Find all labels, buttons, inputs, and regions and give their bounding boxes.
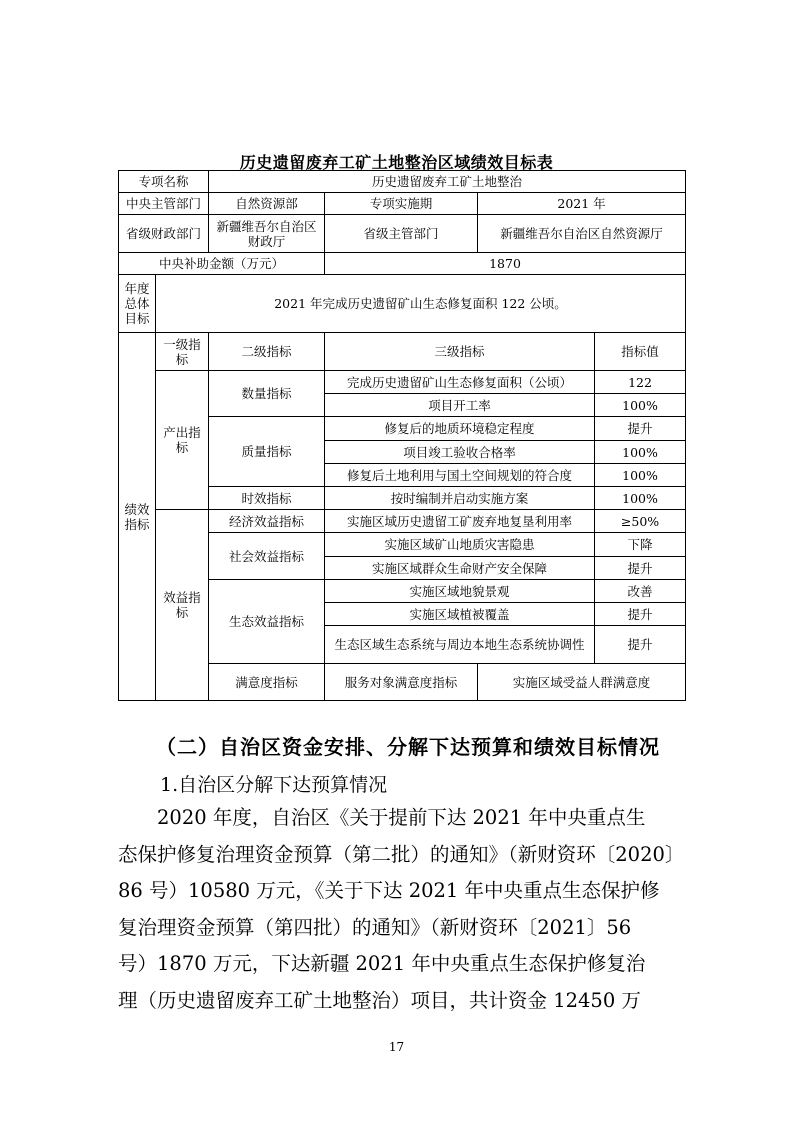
col-level3-header: 三级指标	[325, 333, 595, 371]
value-cell: 提升	[595, 417, 686, 441]
col-value-header: 指标值	[595, 333, 686, 371]
central-dept-label: 中央主管部门	[119, 193, 209, 215]
indicator-cell: 项目开工率	[325, 394, 595, 417]
value-cell: ≥50%	[595, 510, 686, 533]
prov-dept-label: 省级主管部门	[325, 215, 478, 253]
value-cell: 改善	[595, 580, 686, 603]
paragraph-line: 号）1870 万元，下达新疆 2021 年中央重点生态保护修复治	[118, 952, 646, 975]
period-value: 2021 年	[478, 193, 686, 215]
indicator-cell: 实施区域矿山地质灾害隐患	[325, 533, 595, 557]
annual-goal-value: 2021 年完成历史遗留矿山生态修复面积 122 公顷。	[156, 275, 686, 333]
page-title: 历史遗留废弃工矿土地整治区域绩效目标表	[239, 153, 554, 172]
indicator-cell: 项目竣工验收合格率	[325, 441, 595, 464]
paragraph-line: 理（历史遗留废弃工矿土地整治）项目，共计资金 12450 万	[118, 988, 641, 1012]
benefit-label: 效益指标	[156, 510, 209, 701]
table-row	[119, 333, 686, 371]
central-dept-value: 自然资源部	[209, 193, 325, 215]
value-cell: 100%	[595, 394, 686, 417]
table-row	[119, 275, 686, 333]
subsidy-label: 中央补助金额（万元）	[119, 253, 325, 275]
satisfaction-label: 满意度指标	[209, 664, 325, 701]
section-heading: （二）自治区资金安排、分解下达预算和绩效目标情况	[156, 735, 660, 759]
indicator-cell: 修复后土地利用与国土空间规划的符合度	[325, 464, 595, 487]
value-cell: 122	[595, 371, 686, 394]
indicator-cell: 按时编制并启动实施方案	[325, 487, 595, 510]
indicator-cell: 实施区域地貌景观	[325, 580, 595, 603]
value-cell: 提升	[595, 626, 686, 664]
sub-heading: 1.自治区分解下达预算情况	[160, 774, 388, 796]
output-label: 产出指标	[156, 371, 209, 510]
indicator-cell: 实施区域历史遗留工矿废弃地复垦利用率	[325, 510, 595, 533]
table-row	[119, 253, 686, 275]
project-name-value: 历史遗留废弃工矿土地整治	[209, 171, 686, 193]
ecological-label: 生态效益指标	[209, 580, 325, 664]
prov-finance-value: 新疆维吾尔自治区财政厅	[209, 215, 325, 253]
value-cell: 100%	[595, 441, 686, 464]
value-cell: 提升	[595, 603, 686, 626]
annual-goal-label: 年度总体目标	[119, 275, 156, 333]
quantity-label: 数量指标	[209, 371, 325, 417]
quality-label: 质量指标	[209, 417, 325, 487]
table-row	[119, 193, 686, 215]
indicator-cell: 实施区域受益人群满意度	[478, 664, 686, 701]
indicator-cell: 完成历史遗留矿山生态修复面积（公顷）	[325, 371, 595, 394]
prov-dept-value: 新疆维吾尔自治区自然资源厅	[478, 215, 686, 253]
perf-label: 绩效指标	[119, 333, 156, 701]
value-cell: 100%	[595, 487, 686, 510]
table-row	[119, 510, 686, 533]
indicator-cell: 实施区域植被覆盖	[325, 603, 595, 626]
table-row	[119, 215, 686, 253]
subsidy-value: 1870	[325, 253, 686, 275]
paragraph-line: 复治理资金预算（第四批）的通知》（新财资环〔2021〕56	[118, 915, 632, 939]
service-label: 服务对象满意度指标	[325, 664, 478, 701]
value-cell: 100%	[595, 464, 686, 487]
indicator-cell: 实施区域群众生命财产安全保障	[325, 557, 595, 580]
table-row	[119, 371, 686, 394]
body-paragraph	[118, 800, 685, 1019]
paragraph-line: 态保护修复治理资金预算（第二批）的通知》（新财资环〔2020〕	[118, 842, 685, 866]
indicator-cell: 生态区域生态系统与周边本地生态系统协调性	[325, 626, 595, 664]
table-row	[119, 171, 686, 193]
value-cell: 下降	[595, 533, 686, 557]
value-cell: 提升	[595, 557, 686, 580]
page-number: 17	[388, 1040, 405, 1054]
col-level1-header: 一级指标	[156, 333, 209, 371]
col-level2-header: 二级指标	[209, 333, 325, 371]
performance-target-table	[118, 170, 686, 701]
social-label: 社会效益指标	[209, 533, 325, 580]
period-label: 专项实施期	[325, 193, 478, 215]
paragraph-line: 2020 年度，自治区《关于提前下达 2021 年中央重点生	[118, 806, 646, 829]
prov-finance-label: 省级财政部门	[119, 215, 209, 253]
paragraph-line: 86 号）10580 万元，《关于下达 2021 年中央重点生态保护修	[118, 879, 660, 902]
indicator-cell: 修复后的地质环境稳定程度	[325, 417, 595, 441]
project-name-label: 专项名称	[119, 171, 209, 193]
economic-label: 经济效益指标	[209, 510, 325, 533]
timeliness-label: 时效指标	[209, 487, 325, 510]
